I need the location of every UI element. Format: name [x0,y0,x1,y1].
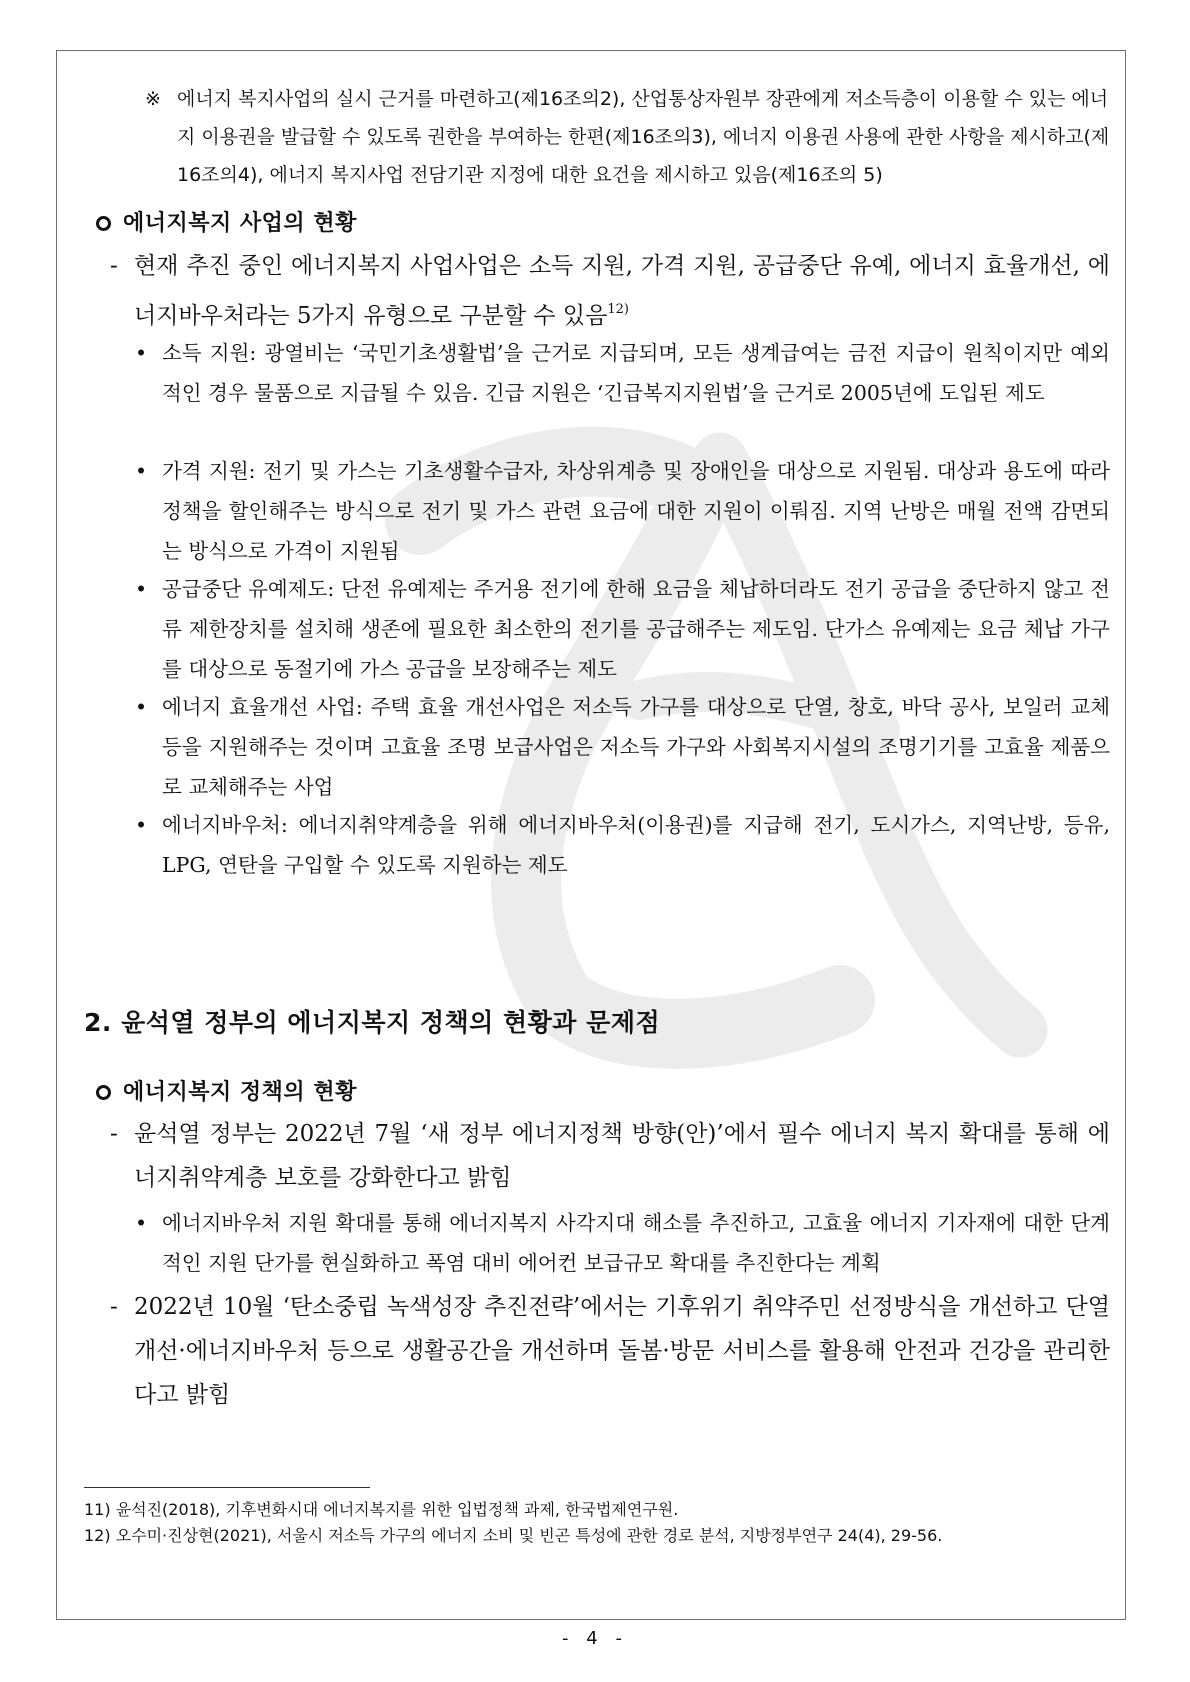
note-mark: ※ [145,88,161,110]
section-heading-program-status: 에너지복지 사업의 현황 [96,206,357,237]
dash-item-2022-october: - 2022년 10월 ‘탄소중립 녹색성장 추진전략’에서는 기후위기 취약주민 선정방식을 개선하고 단열개선·에너지바우처 등으로 생활공간을 개선하며 돌봄·방문 서비스를 활용해 안전과 건강을 관리한다고 밝힘 [110,1294,1110,1408]
page-number: - 4 - [562,1628,628,1649]
dash-item-program-types: - 현재 추진 중인 에너지복지 사업사업은 소득 지원, 가격 지원, 공급중단 유예, 에너지 효율개선, 에너지바우처라는 5가지 유형으로 구분할 수 있음$^{12)}$ [110,253,1110,329]
footnote-11: 11) 윤석진(2018), 기후변화시대 에너지복지를 위한 입법정책 과제, 한국법제연구원. [84,1500,679,1519]
bullet-supply-suspension: • 공급중단 유예제도: 단전 유예제는 주거용 전기에 한해 요금을 체납하더라도 전기 공급을 중단하지 않고 전류 제한장치를 설치해 생존에 필요한 최소한의 전기를 공급해주는 제도임. 단가스 유예제는 요금 체납 가구를 대상으로 동절기에 가스 공급을 보장해주는 제도 [135,577,1110,681]
bullet-voucher-expansion: • 에너지바우처 지원 확대를 통해 에너지복지 사각지대 해소를 추진하고, 고효율 에너지 기자재에 대한 단계적인 지원 단가를 현실화하고 폭염 대비 에어컨 보급규모 확대를 추진한다는 계획 [135,1211,1110,1275]
footnotes [84,1497,1114,1549]
dash-text: 현재 추진 중인 에너지복지 사업사업은 소득 지원, 가격 지원, 공급중단 유예, 에너지 효율개선, 에너지바우처라는 5가지 유형으로 구분할 수 있음 [134,253,1110,329]
footnote-divider [84,1487,370,1488]
footnote-12: 12) 오수미·진상현(2021), 서울시 저소득 가구의 에너지 소비 및 빈곤 특성에 관한 경로 분석, 지방정부연구 24(4), 29-56. [84,1526,943,1545]
bullet-energy-voucher: • 에너지바우처: 에너지취약계층을 위해 에너지바우처(이용권)를 지급해 전기, 도시가스, 지역난방, 등유, LPG, 연탄을 구입할 수 있도록 지원하는 제도 [135,813,1110,877]
bullet-price-support: • 가격 지원: 전기 및 가스는 기초생활수급자, 차상위계층 및 장애인을 대상으로 지원됨. 대상과 용도에 따라 정책을 할인해주는 방식으로 전기 및 가스 관련 요금에 대한 지원이 이뤄짐. 지역 난방은 매월 전액 감면되는 방식으로 가격이 지원됨 [135,459,1110,563]
note-text: 에너지 복지사업의 실시 근거를 마련하고(제16조의2), 산업통상자원부 장관에게 저소득층이 이용할 수 있는 에너지 이용권을 발급할 수 있도록 권한을 부여하는 한편(제16조의3), 에너지 이용권 사용에 관한 사항을 제시하고(제16조의4), 에너지 복지사업 전담기관 지정에 대한 요건을 제시하고 있음(제16조의 5) [177,88,1110,186]
circle-bullet-icon [96,216,111,231]
bullet-efficiency-improvement: • 에너지 효율개선 사업: 주택 효율 개선사업은 저소득 가구를 대상으로 단열, 창호, 바닥 공사, 보일러 교체 등을 지원해주는 것이며 고효율 조명 보급사업은 저소득 가구와 사회복지시설의 조명기기를 고효율 제품으로 교체해주는 사업 [135,695,1110,799]
legal-basis-note [145,80,1113,194]
chapter-heading: 2. 윤석열 정부의 에너지복지 정책의 현황과 문제점 [84,1008,661,1037]
dash-item-2022-july: - 윤석열 정부는 2022년 7월 ‘새 정부 에너지정책 방향(안)’에서 필수 에너지 복지 확대를 통해 에너지취약계층 보호를 강화한다고 밝힘 [110,1121,1110,1191]
footnote-ref: 12) [607,302,629,317]
circle-bullet-icon [96,1085,111,1100]
section-heading-policy-status: 에너지복지 정책의 현황 [96,1075,357,1106]
bullet-income-support: • 소득 지원: 광열비는 ‘국민기초생활법’을 근거로 지급되며, 모든 생계급여는 금전 지급이 원칙이지만 예외적인 경우 물품으로 지급될 수 있음. 긴급 지원은 ‘긴급복지지원법’을 근거로 2005년에 도입된 제도 [135,341,1110,405]
